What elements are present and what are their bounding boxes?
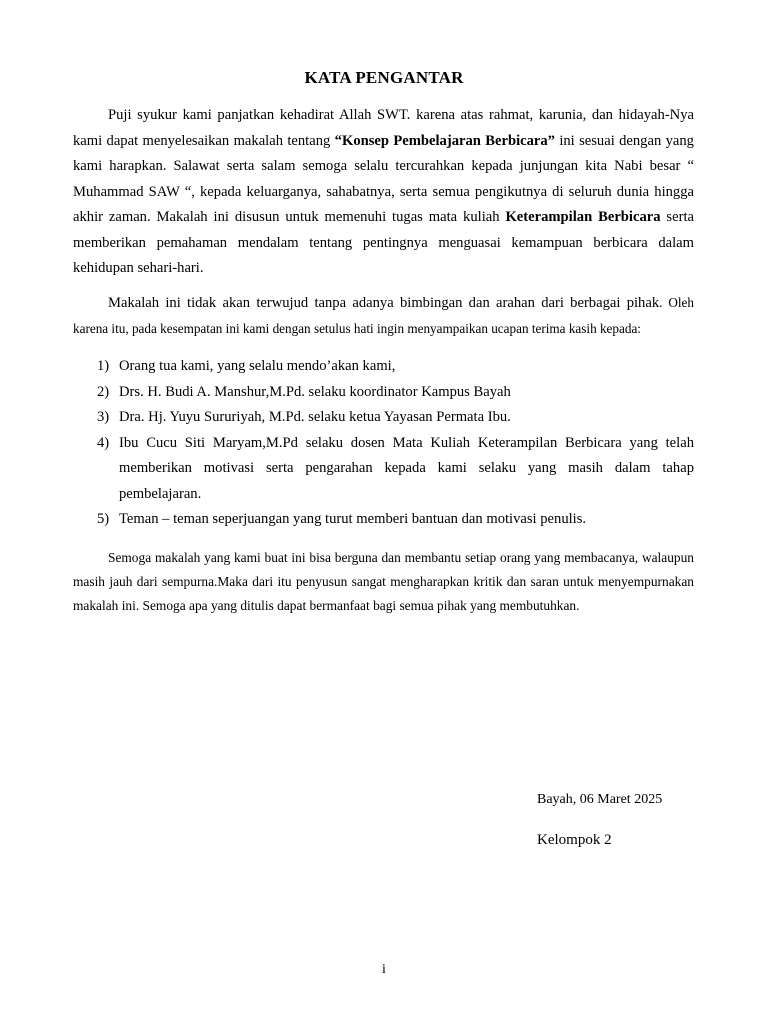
list-item-text: Orang tua kami, yang selalu mendo’akan kami, xyxy=(119,358,396,374)
closing-text: Semoga makalah yang kami buat ini bisa berguna dan membantu setiap orang yang membacanya, walaupun masih jauh dari sempurna.Maka dari itu penyusun sangat mengharapkan kritik dan saran untuk menyempurnakan makalah ini. Semoga apa yang ditulis dapat bermanfaat bagi semua pihak yang membutuhkan. xyxy=(73,550,694,613)
list-item-number: 5) xyxy=(97,511,110,527)
intro-bold-course: Keterampilan Berbicara xyxy=(505,209,661,225)
closing-paragraph xyxy=(73,546,694,618)
list-item-number: 3) xyxy=(97,409,110,425)
intro-text-3: serta memberikan pemahaman mendalam tentang pentingnya menguasai kemampuan berbicara dalam kehidupan sehari-hari. xyxy=(73,209,694,276)
acknowledgement-text-2: . Oleh karena itu, pada kesempatan ini kami dengan setulus hati ingin menyampaikan ucapan terima kasih kepada: xyxy=(73,295,694,336)
list-item xyxy=(73,507,694,533)
acknowledgement-text-1: Makalah ini tidak akan terwujud tanpa adanya bimbingan dan arahan dari berbagai pihak xyxy=(108,295,660,311)
list-item-text: Dra. Hj. Yuyu Sururiyah, M.Pd. selaku ketua Yayasan Permata Ibu. xyxy=(119,409,511,425)
page-title: KATA PENGANTAR xyxy=(304,68,464,87)
list-item-number: 2) xyxy=(97,383,110,400)
intro-text-1: Puji syukur kami panjatkan kehadirat Allah SWT. karena atas rahmat, karunia, dan hidayah-Nya kami dapat menyelesaikan makalah tentang xyxy=(73,107,694,149)
intro-paragraph xyxy=(73,103,694,282)
list-item xyxy=(73,354,694,380)
list-item-text: Ibu Cucu Siti Maryam,M.Pd selaku dosen Mata Kuliah Keterampilan Berbicara yang telah memberikan motivasi serta pengarahan kepada kami selaku yang masih dalam tahap pembelajaran. xyxy=(119,434,694,502)
signature-group: Kelompok 2 xyxy=(537,832,612,848)
list-item xyxy=(73,380,694,406)
intro-text-2: ini sesuai dengan yang kami harapkan. Salawat serta salam semoga selalu tercurahkan kepada junjungan kita Nabi besar “ Muhammad SAW “, kepada keluarganya, sahabatnya, serta semua pengikutnya di seluruh dunia hingga akhir zaman. Makalah ini disusun untuk memenuhi tugas mata kuliah xyxy=(73,132,694,225)
list-item-text: Teman – teman seperjuangan yang turut memberi bantuan dan motivasi penulis. xyxy=(119,511,587,527)
list-item-number: 1) xyxy=(97,358,110,374)
page-number: i xyxy=(382,962,386,977)
list-item xyxy=(73,405,694,431)
signature-place-date: Bayah, 06 Maret 2025 xyxy=(537,792,663,807)
acknowledgement-paragraph xyxy=(73,290,694,342)
thanks-list xyxy=(73,354,694,533)
intro-bold-topic: “Konsep Pembelajaran Berbicara” xyxy=(334,132,555,149)
list-item-text: Drs. H. Budi A. Manshur,M.Pd. selaku koordinator Kampus Bayah xyxy=(119,383,511,400)
list-item-number: 4) xyxy=(97,434,110,451)
list-item xyxy=(73,431,694,508)
